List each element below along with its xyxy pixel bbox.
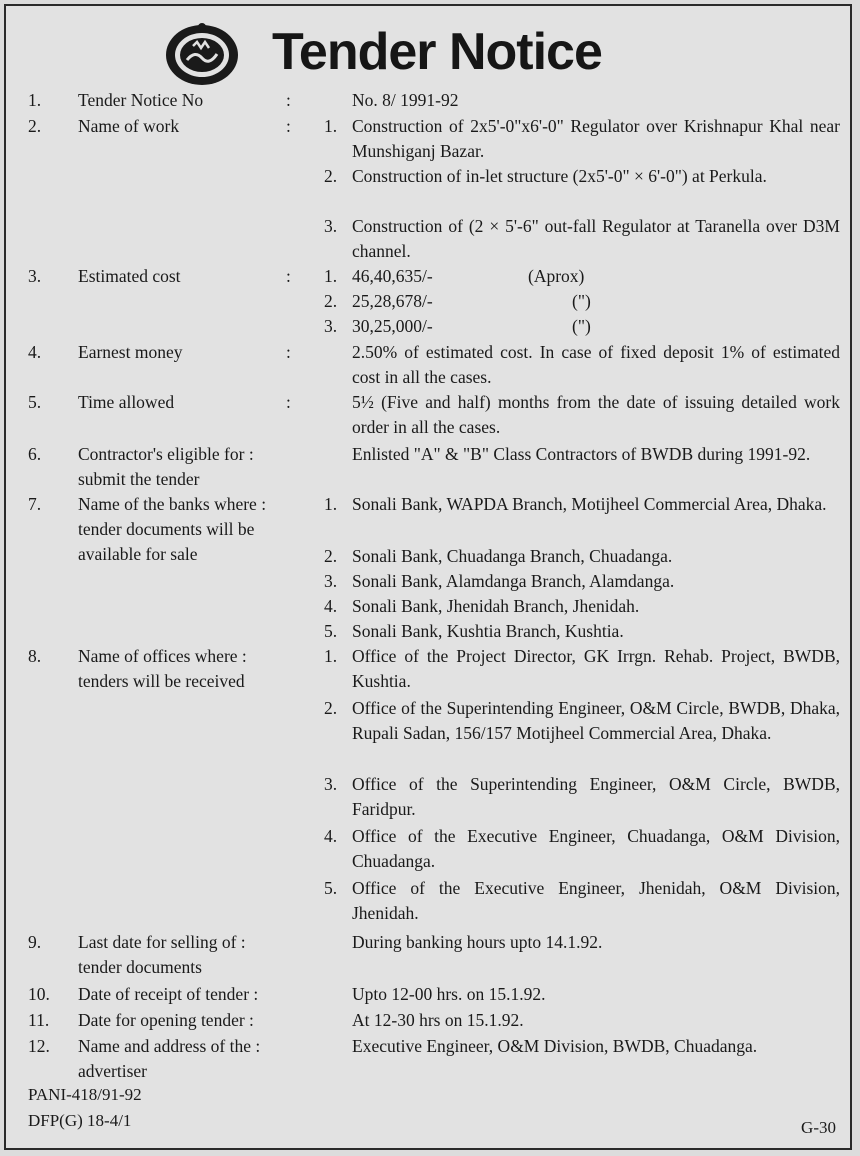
cost-note: (") — [572, 316, 591, 336]
item-value: Executive Engineer, O&M Division, BWDB, Chuadanga. — [352, 1036, 758, 1056]
sub-number: 2. — [324, 546, 338, 566]
sub-number: 5. — [324, 621, 338, 641]
item-label: Last date for selling of : tender documents — [78, 932, 246, 977]
sub-number: 1. — [324, 266, 338, 286]
item-number: 1. — [28, 90, 42, 110]
sub-text: Construction of 2x5'-0"x6'-0" Regulator over Krishnapur Khal near Munshiganj Bazar. — [352, 116, 840, 161]
cost-amount: 46,40,635/- — [352, 266, 433, 286]
item-number: 9. — [28, 932, 42, 952]
sub-number: 3. — [324, 216, 338, 236]
sub-text: Sonali Bank, WAPDA Branch, Motijheel Commercial Area, Dhaka. — [352, 494, 827, 514]
sub-number: 1. — [324, 116, 338, 136]
sub-number: 2. — [324, 698, 338, 718]
sub-text: Office of the Project Director, GK Irrgn. Rehab. Project, BWDB, Kushtia. — [352, 646, 840, 691]
sub-text: Office of the Executive Engineer, Jhenidah, O&M Division, Jhenidah. — [352, 878, 840, 923]
item-label: Earnest money — [78, 342, 183, 362]
item-value: During banking hours upto 14.1.92. — [352, 932, 603, 952]
sub-text: Office of the Superintending Engineer, O&M Circle, BWDB, Faridpur. — [352, 774, 840, 819]
item-colon: : — [286, 342, 291, 362]
cost-amount: 25,28,678/- — [352, 291, 433, 311]
item-label: Name of the banks where : tender documents will be available for sale — [78, 494, 267, 564]
item-number: 4. — [28, 342, 42, 362]
item-value: 5½ (Five and half) months from the date of issuing detailed work order in all the cases. — [352, 392, 840, 437]
item-colon: : — [286, 90, 291, 110]
sub-number: 1. — [324, 494, 338, 514]
item-number: 5. — [28, 392, 42, 412]
cost-note: (") — [572, 291, 591, 311]
sub-number: 3. — [324, 774, 338, 794]
item-label: Contractor's eligible for : submit the tender — [78, 444, 254, 489]
item-number: 6. — [28, 444, 42, 464]
page-title: Tender Notice — [272, 23, 602, 81]
sub-text: Office of the Superintending Engineer, O&M Circle, BWDB, Dhaka, Rupali Sadan, 156/157 Motijheel Commercial Area, Dhaka. — [352, 698, 840, 743]
bwdb-emblem-logo — [163, 22, 241, 88]
sub-text: Construction of (2 × 5'-6" out-fall Regulator at Taranella over D3M channel. — [352, 216, 840, 261]
item-label: Name of offices where : tenders will be received — [78, 646, 247, 691]
tender-notice-page — [4, 4, 852, 1150]
sub-text: Sonali Bank, Alamdanga Branch, Alamdanga. — [352, 571, 675, 591]
item-value: 2.50% of estimated cost. In case of fixed deposit 1% of estimated cost in all the cases. — [352, 342, 840, 387]
item-value: No. 8/ 1991-92 — [352, 90, 459, 110]
sub-number: 2. — [324, 166, 338, 186]
item-colon: : — [286, 266, 291, 286]
item-value: Upto 12-00 hrs. on 15.1.92. — [352, 984, 546, 1004]
notice-code: G-30 — [801, 1118, 836, 1137]
item-colon: : — [286, 116, 291, 136]
item-label: Tender Notice No — [78, 90, 204, 110]
sub-text: Sonali Bank, Chuadanga Branch, Chuadanga. — [352, 546, 673, 566]
item-label: Date of receipt of tender : — [78, 984, 259, 1004]
sub-text: Sonali Bank, Kushtia Branch, Kushtia. — [352, 621, 624, 641]
item-number: 10. — [28, 984, 50, 1004]
sub-number: 2. — [324, 291, 338, 311]
item-label: Time allowed — [78, 392, 175, 412]
sub-number: 1. — [324, 646, 338, 666]
item-value: Enlisted "A" & "B" Class Contractors of BWDB during 1991-92. — [352, 444, 811, 464]
sub-text: Sonali Bank, Jhenidah Branch, Jhenidah. — [352, 596, 640, 616]
sub-number: 4. — [324, 596, 338, 616]
item-label: Estimated cost — [78, 266, 181, 286]
cost-amount: 30,25,000/- — [352, 316, 433, 336]
item-label: Name and address of the : advertiser — [78, 1036, 261, 1081]
sub-text: Office of the Executive Engineer, Chuadanga, O&M Division, Chuadanga. — [352, 826, 840, 871]
item-number: 3. — [28, 266, 42, 286]
reference-number: PANI-418/91-92 — [28, 1085, 142, 1104]
item-number: 12. — [28, 1036, 50, 1056]
item-label: Date for opening tender : — [78, 1010, 254, 1030]
dfp-reference: DFP(G) 18-4/1 — [28, 1111, 132, 1130]
item-label: Name of work — [78, 116, 180, 136]
sub-number: 4. — [324, 826, 338, 846]
item-number: 7. — [28, 494, 42, 514]
cost-note: (Aprox) — [528, 266, 585, 286]
item-number: 8. — [28, 646, 42, 666]
item-number: 11. — [28, 1010, 50, 1030]
item-colon: : — [286, 392, 291, 412]
sub-number: 3. — [324, 571, 338, 591]
sub-number: 3. — [324, 316, 338, 336]
item-number: 2. — [28, 116, 42, 136]
sub-text: Construction of in-let structure (2x5'-0" × 6'-0") at Perkula. — [352, 166, 767, 186]
item-value: At 12-30 hrs on 15.1.92. — [352, 1010, 524, 1030]
sub-number: 5. — [324, 878, 338, 898]
